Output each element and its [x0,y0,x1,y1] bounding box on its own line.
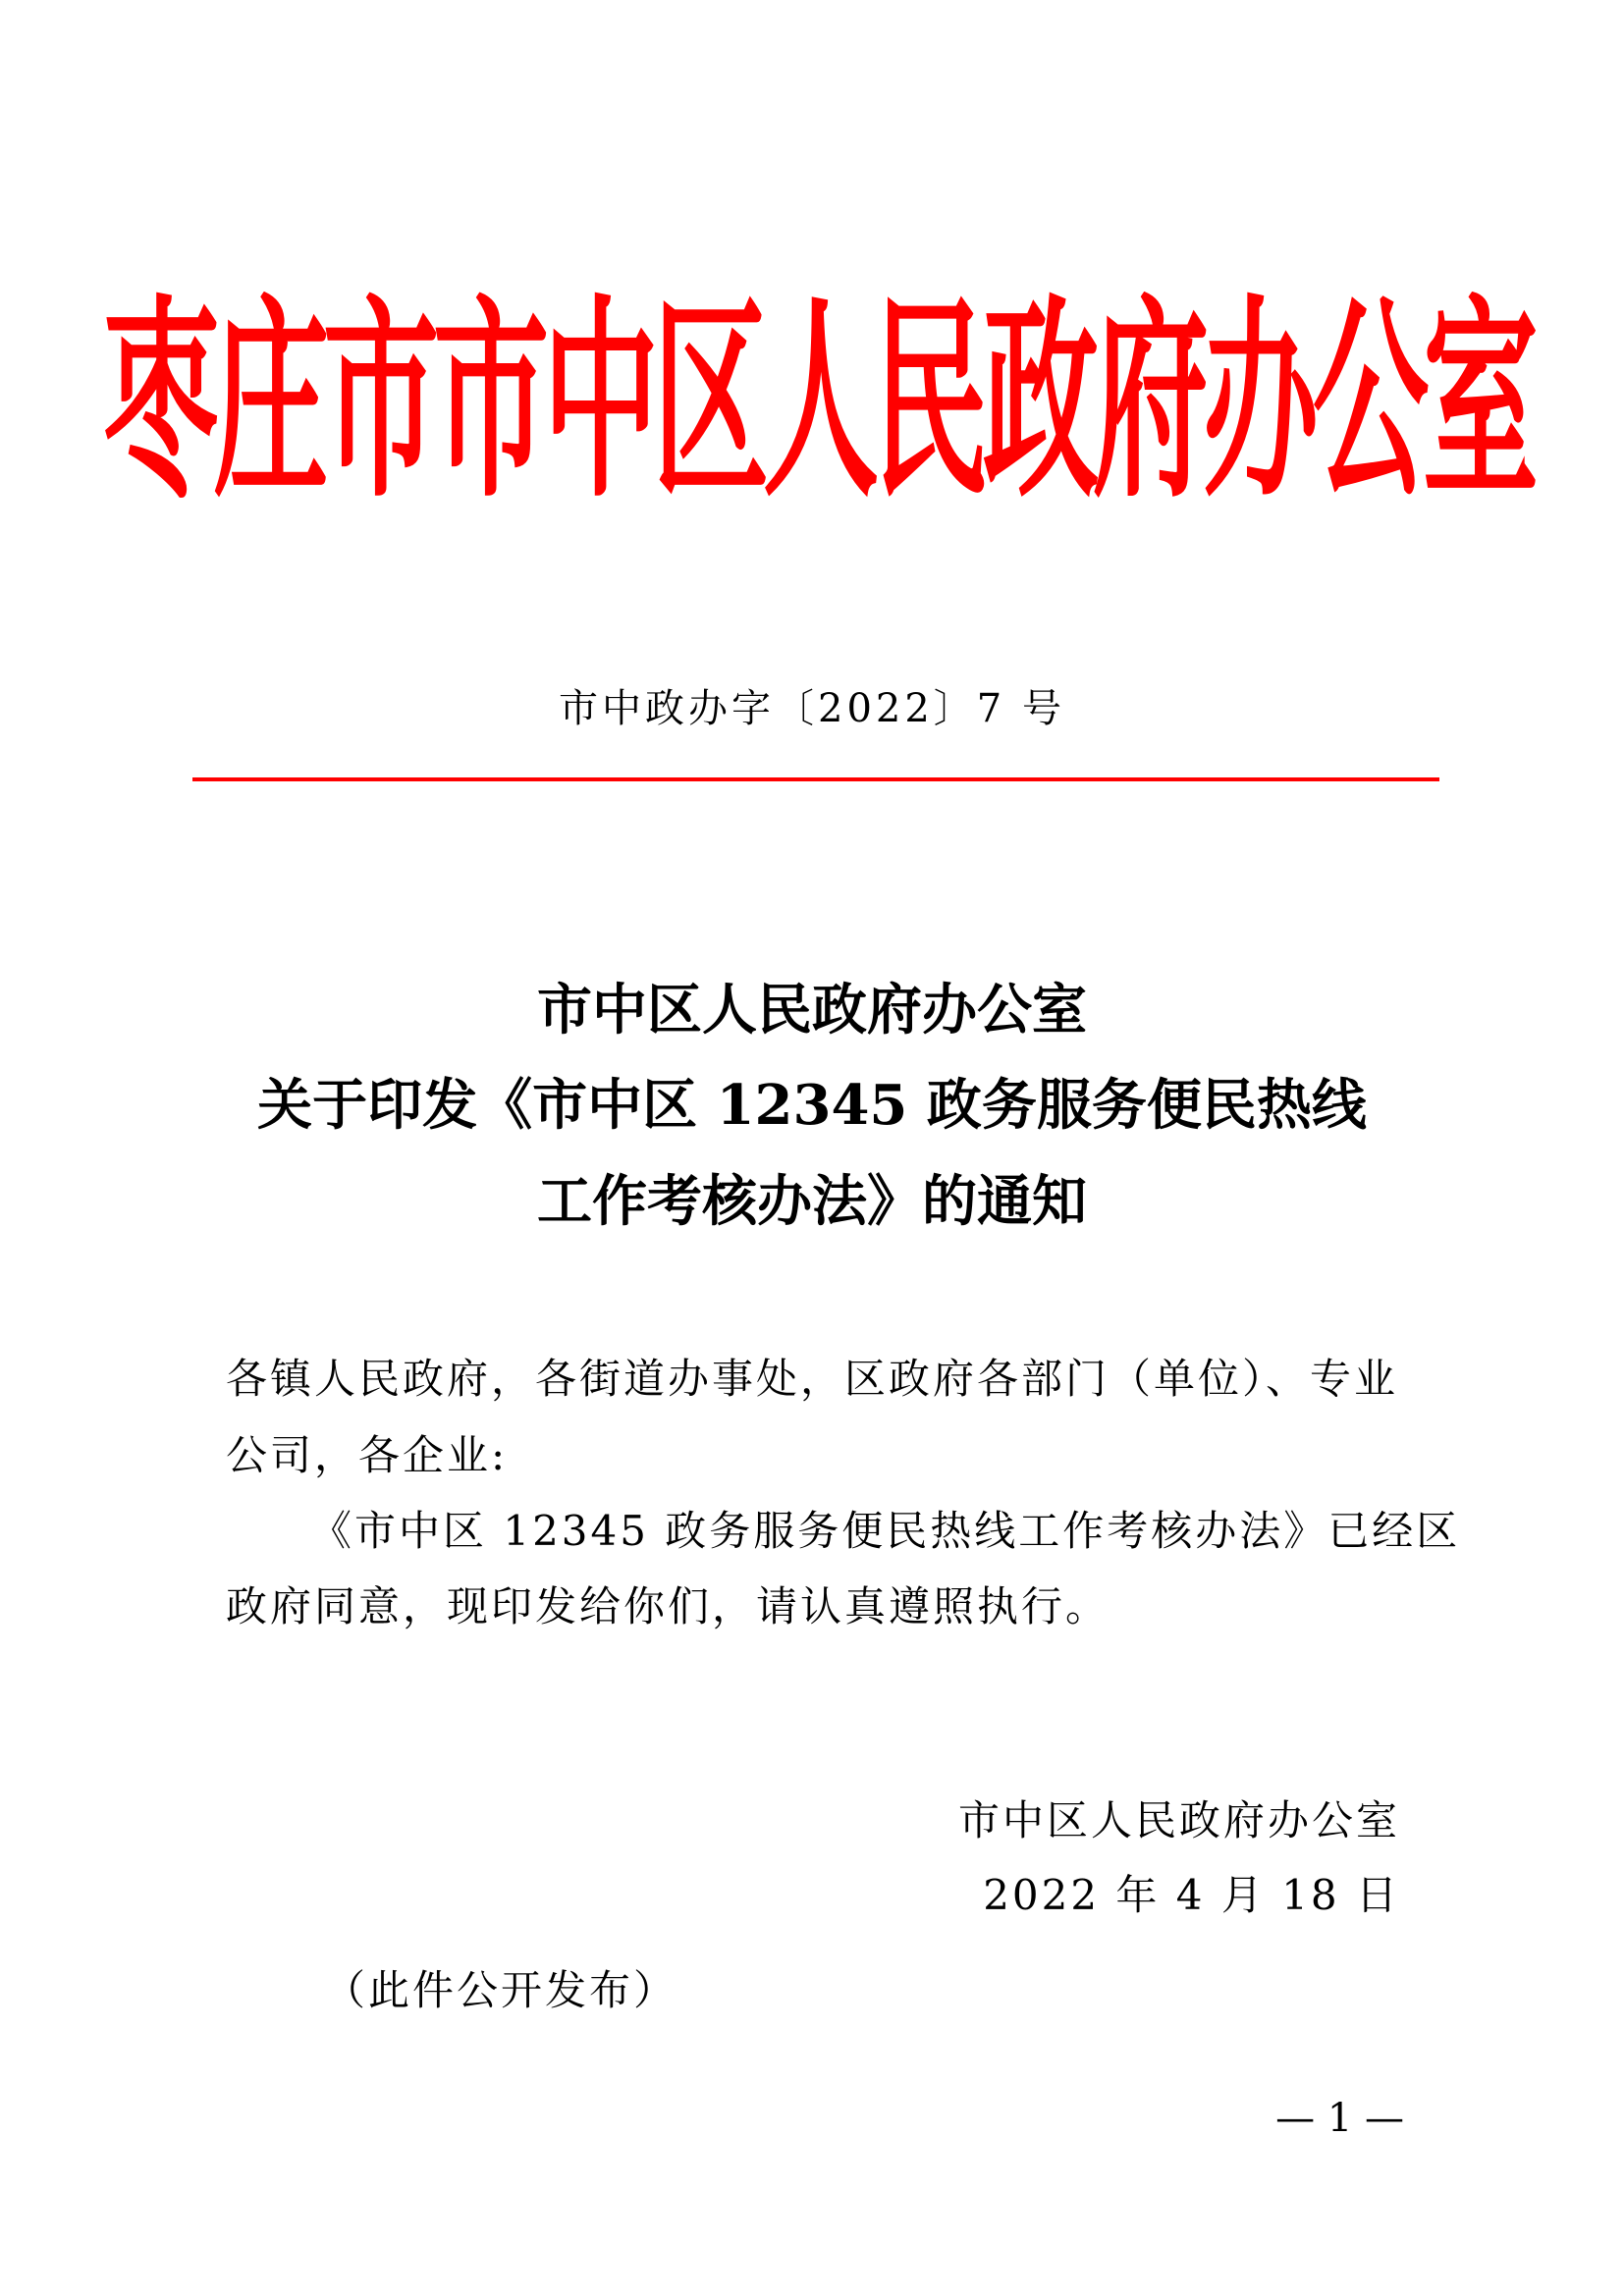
document-title-line-2: 关于印发《市中区 12345 政务服务便民热线 [257,1073,1367,1138]
page-number: — 1 — [1275,2096,1404,2141]
masthead-header [103,265,1534,527]
document-title-line-3: 工作考核办法》的通知 [537,1169,1087,1234]
red-divider-line [192,777,1439,781]
body-paragraph-line-1: 《市中区 12345 政务服务便民热线工作考核办法》已经区 [310,1507,1461,1555]
document-number: 市中政办字〔2022〕7 号 [559,686,1065,731]
addressee-line-1: 各镇人民政府，各街道办事处，区政府各部门（单位）、专业 [226,1355,1399,1403]
issuer-signature: 市中区人民政府办公室 [957,1796,1400,1844]
addressee-line-2: 公司，各企业: [226,1431,509,1479]
document-title-line-1: 市中区人民政府办公室 [537,978,1087,1042]
issue-date: 2022 年 4 月 18 日 [983,1871,1400,1919]
masthead-title: 枣庄市市中区人民政府办公室 [103,275,1534,527]
disclosure-note: （此件公开发布） [324,1966,678,2014]
body-paragraph-line-2: 政府同意，现印发给你们，请认真遵照执行。 [226,1582,1110,1630]
